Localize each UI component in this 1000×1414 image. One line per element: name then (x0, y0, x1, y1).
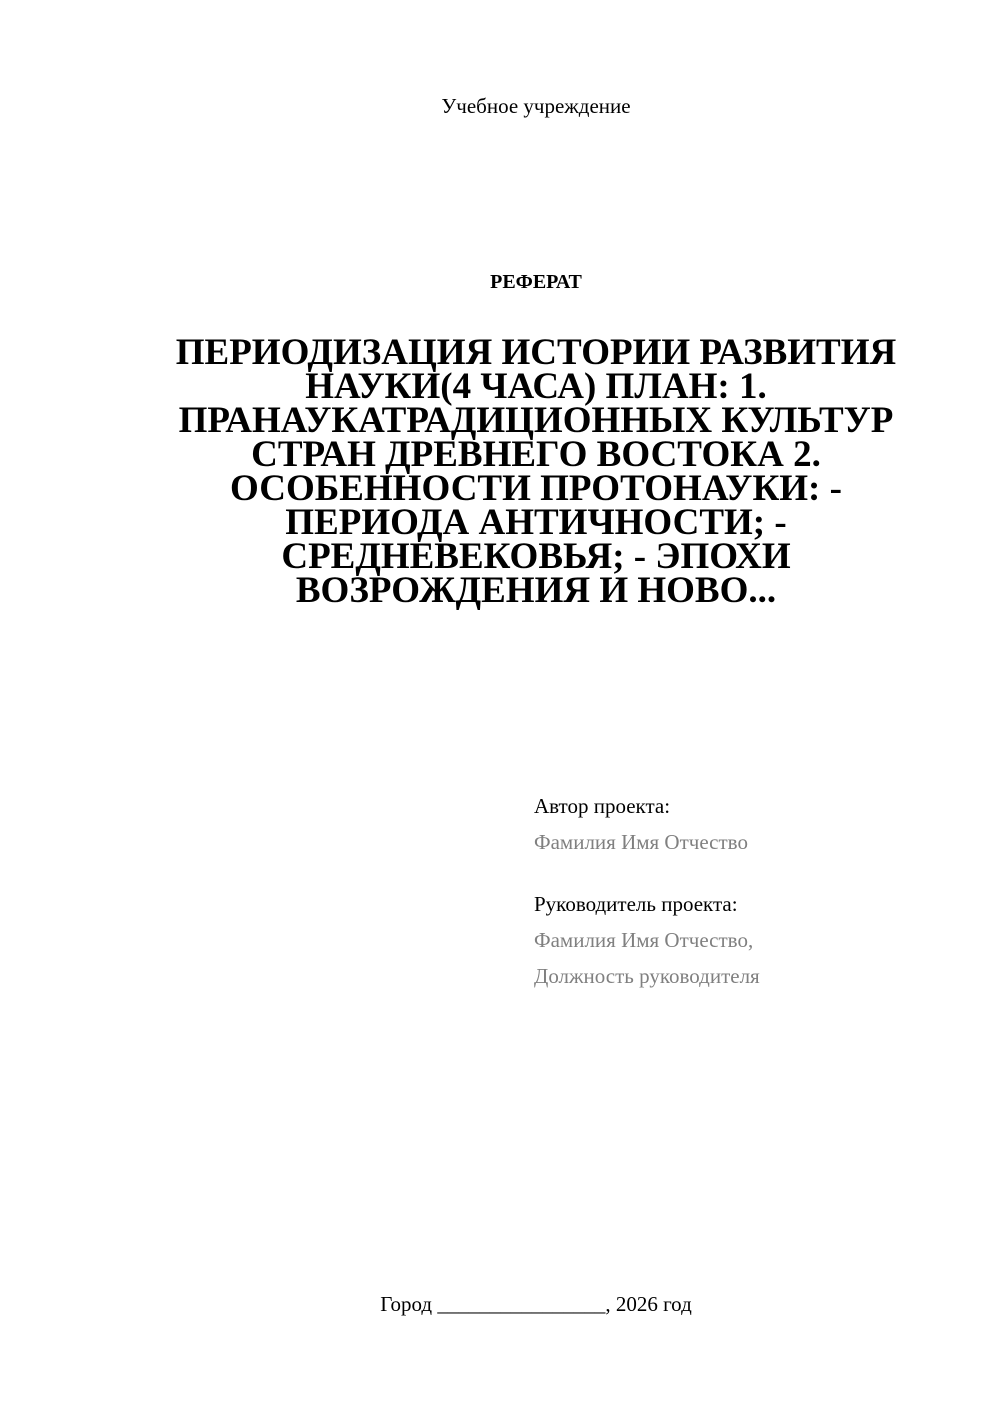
author-name: Фамилия Имя Отчество (534, 830, 748, 854)
title-line: ОСОБЕННОСТИ ПРОТОНАУКИ: - (230, 468, 842, 509)
institution-name: Учебное учреждение (441, 94, 631, 118)
title-line: СТРАН ДРЕВНЕГО ВОСТОКА 2. (251, 434, 821, 475)
title-line: НАУКИ(4 ЧАСА) ПЛАН: 1. (305, 366, 767, 407)
supervisor-name: Фамилия Имя Отчество, (534, 928, 754, 952)
document-type: РЕФЕРАТ (490, 271, 582, 293)
city-year-line: Город ________________, 2026 год (380, 1292, 692, 1316)
supervisor-position: Должность руководителя (534, 964, 760, 988)
spacer (534, 860, 974, 886)
title-line: СРЕДНЕВЕКОВЬЯ; - ЭПОХИ (281, 536, 791, 577)
supervisor-label: Руководитель проекта: (534, 892, 738, 916)
project-info (534, 788, 974, 994)
document-title (150, 332, 922, 611)
title-line: ВОЗРОЖДЕНИЯ И НОВО... (295, 570, 777, 611)
author-label: Автор проекта: (534, 794, 671, 818)
title-line: ПЕРИОДА АНТИЧНОСТИ; - (285, 502, 787, 543)
title-line: ПРАНАУКАТРАДИЦИОННЫХ КУЛЬТУР (178, 400, 894, 441)
title-line: ПЕРИОДИЗАЦИЯ ИСТОРИИ РАЗВИТИЯ (175, 332, 897, 373)
